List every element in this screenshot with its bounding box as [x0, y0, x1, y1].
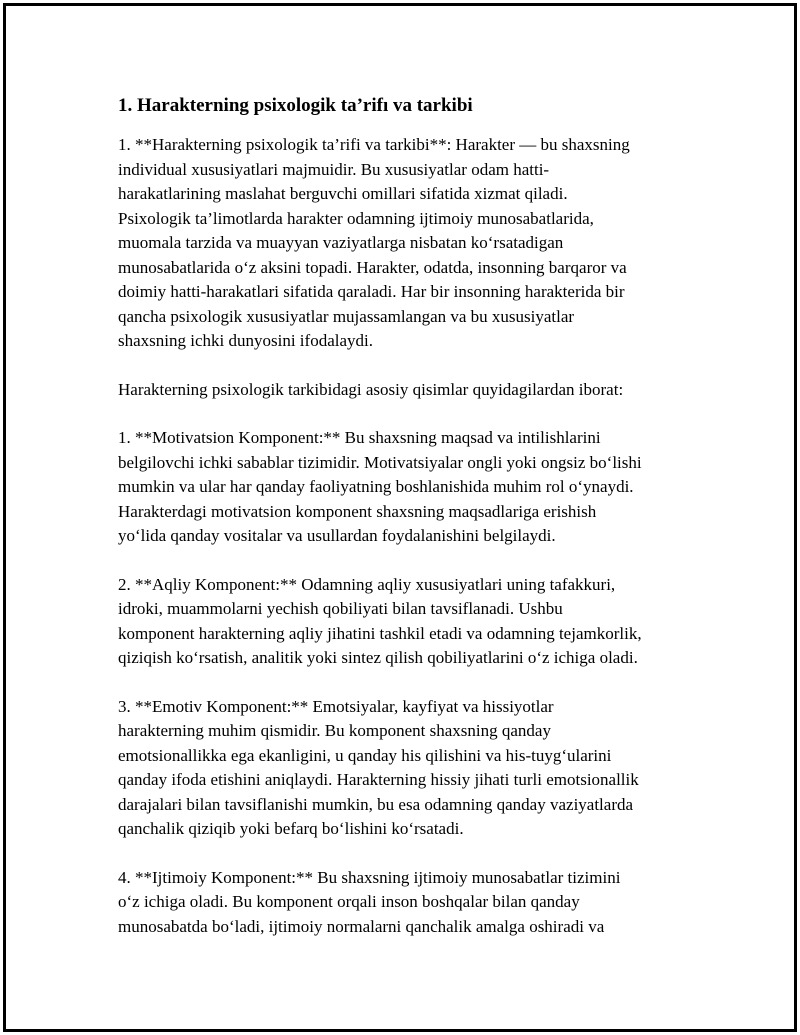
text-line: harakterning muhim qismidir. Bu komponent shaxsning qanday [118, 721, 551, 740]
text-line: shaxsning ichki dunyosini ifodalaydi. [118, 331, 373, 350]
text-line: muomala tarzida va muayyan vaziyatlarga nisbatan ko‘rsatadigan [118, 233, 564, 252]
text-line: qanday ifoda etishini aniqlaydi. Harakterning hissiy jihati turli emotsionallik [118, 770, 639, 789]
text-line: qancha psixologik xususiyatlar mujassamlangan va bu xususiyatlar [118, 306, 575, 326]
text-line: 1. **Harakterning psixologik ta’rifi va tarkibi**: Harakter — bu shaxsning [118, 135, 630, 154]
paragraph-list [118, 133, 693, 939]
text-line: idroki, muammolarni yechish qobiliyati bilan tavsiflanadi. Ushbu [118, 599, 563, 618]
text-line: harakatlarining maslahat berguvchi omillari sifatida xizmat qiladi. [118, 184, 568, 203]
text-line: mumkin va ular har qanday faoliyatning boshlanishida muhim rol o‘ynaydi. [118, 477, 634, 496]
text-line: individual xususiyatlari majmuidir. Bu xususiyatlar odam hatti- [118, 159, 550, 179]
paragraph [118, 133, 693, 354]
text-line: munosabatlarida o‘z aksini topadi. Harakter, odatda, insonning barqaror va [118, 257, 627, 277]
paragraph [118, 378, 693, 403]
text-line: 2. **Aqliy Komponent:** Odamning aqliy xususiyatlari uning tafakkuri, [118, 574, 616, 594]
text-line: darajalari bilan tavsiflanishi mumkin, bu esa odamning qanday vaziyatlarda [118, 794, 634, 814]
text-line: emotsionallikka ega ekanligini, u qanday his qilishini va his-tuyg‘ularini [118, 745, 612, 765]
paragraph [118, 426, 693, 549]
paragraph [118, 866, 693, 940]
text-line: yo‘lida qanday vositalar va usullardan foydalanishini belgilaydi. [118, 526, 556, 545]
text-line: komponent harakterning aqliy jihatini tashkil etadi va odamning tejamkorlik, [118, 623, 642, 643]
text-line: munosabatda bo‘ladi, ijtimoiy normalarni qanchalik amalga oshiradi va [118, 916, 605, 936]
text-line: Psixologik ta’limotlarda harakter odamning ijtimoiy munosabatlarida, [118, 208, 594, 228]
paragraph [118, 573, 693, 671]
document-body [118, 94, 693, 963]
text-line: doimiy hatti-harakatlari sifatida qaraladi. Har bir insonning harakterida bir [118, 282, 625, 301]
text-line: o‘z ichiga oladi. Bu komponent orqali inson boshqalar bilan qanday [118, 892, 580, 911]
text-line: Harakterning psixologik tarkibidagi asosiy qisimlar quyidagilardan iborat: [118, 379, 624, 399]
document-title: 1. Harakterning psixologik ta’rifı va tarkibi [118, 95, 473, 116]
text-line: 4. **Ijtimoiy Komponent:** Bu shaxsning ijtimoiy munosabatlar tizimini [118, 867, 621, 887]
text-line: Harakterdagi motivatsion komponent shaxsning maqsadlariga erishish [118, 501, 597, 521]
text-line: 1. **Motivatsion Komponent:** Bu shaxsning maqsad va intilishlarini [118, 428, 601, 447]
text-line: 3. **Emotiv Komponent:** Emotsiyalar, kayfiyat va hissiyotlar [118, 696, 554, 716]
paragraph [118, 695, 693, 842]
text-line: qiziqish ko‘rsatish, analitik yoki sintez qilish qobiliyatlarini o‘z ichiga oladi. [118, 648, 638, 667]
text-line: belgilovchi ichki sabablar tizimidir. Motivatsiyalar ongli yoki ongsiz bo‘lishi [118, 452, 642, 472]
text-line: qanchalik qiziqib yoki befarq bo‘lishini ko‘rsatadi. [118, 819, 464, 838]
